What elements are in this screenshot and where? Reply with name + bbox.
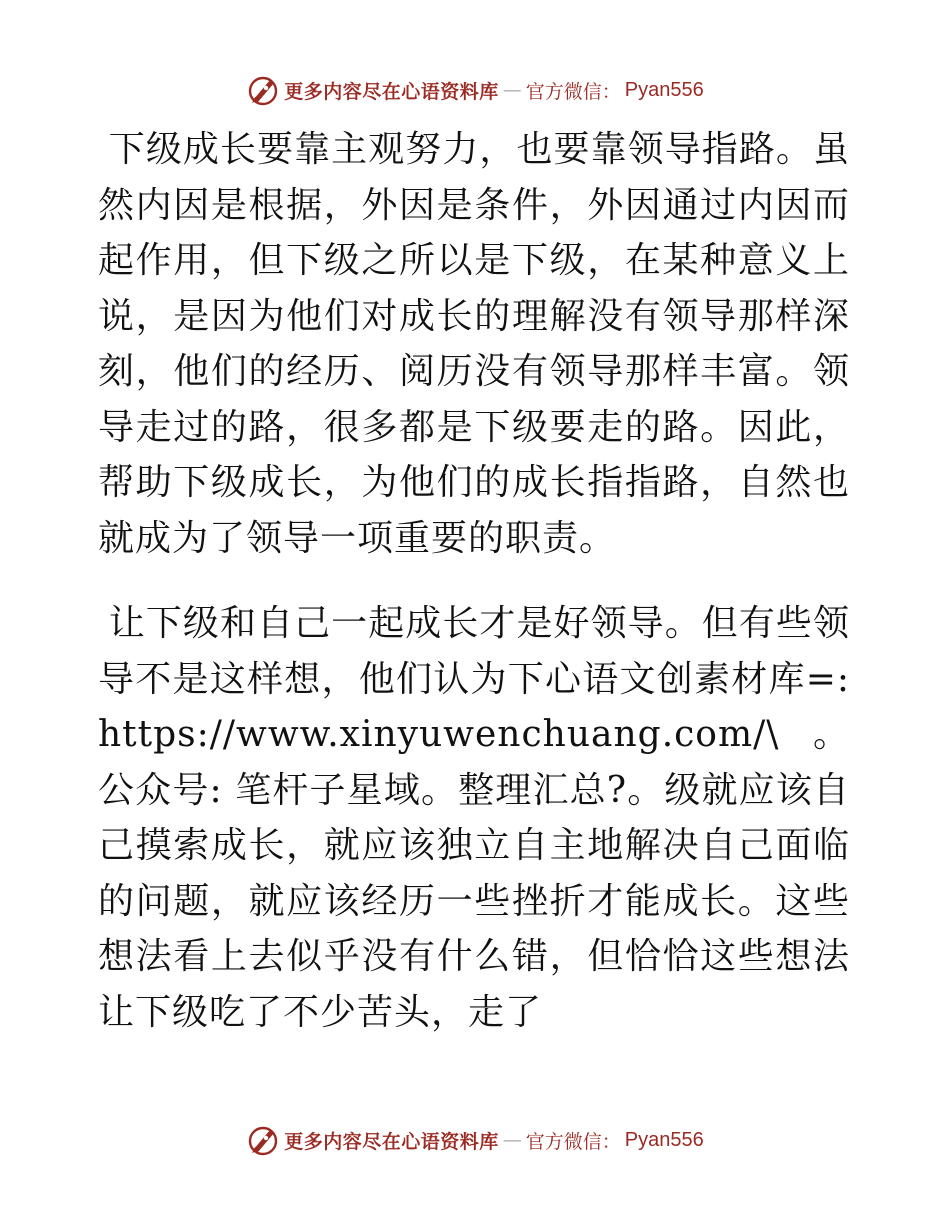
header-wechat-id: Pyan556 (624, 78, 704, 101)
paragraph-2: 让下级和自己一起成长才是好领导。但有些领导不是这样想，他们认为下心语文创素材库=: https://www.xinyuwenchuang.com/\。公众号: 笔杆子星域。整理汇总?。级就应该自己摸索成长，就应该独立自主地解决自己面临的问题，就应该经历一些挫折才能成长。这些想法看上去似乎没有什么错，但恰恰这些想法让下级吃了不少苦头，走了 (98, 603, 850, 1033)
footer-wechat-id: Pyan556 (624, 1128, 704, 1151)
header-promo-text: 更多内容尽在心语资料库 (284, 80, 499, 103)
header-wechat-label: 官方微信： (525, 80, 621, 103)
pen-nib-logo-icon (246, 73, 280, 107)
footer-promo-text: 更多内容尽在心语资料库 (284, 1130, 499, 1153)
document-body (98, 122, 850, 1040)
footer-banner (0, 1120, 950, 1160)
pen-nib-logo-icon (246, 1123, 280, 1157)
footer-separator: — (502, 1129, 522, 1151)
header-banner (0, 70, 950, 110)
paragraph-1: 下级成长要靠主观努力，也要靠领导指路。虽然内因是根据，外因是条件，外因通过内因而起作用，但下级之所以是下级，在某种意义上说，是因为他们对成长的理解没有领导那样深刻，他们的经历、阅历没有领导那样丰富。领导走过的路，很多都是下级要走的路。因此，帮助下级成长，为他们的成长指指路，自然也就成为了领导一项重要的职责。 (98, 129, 850, 559)
footer-wechat-label: 官方微信： (525, 1130, 621, 1153)
header-separator: — (502, 79, 522, 101)
